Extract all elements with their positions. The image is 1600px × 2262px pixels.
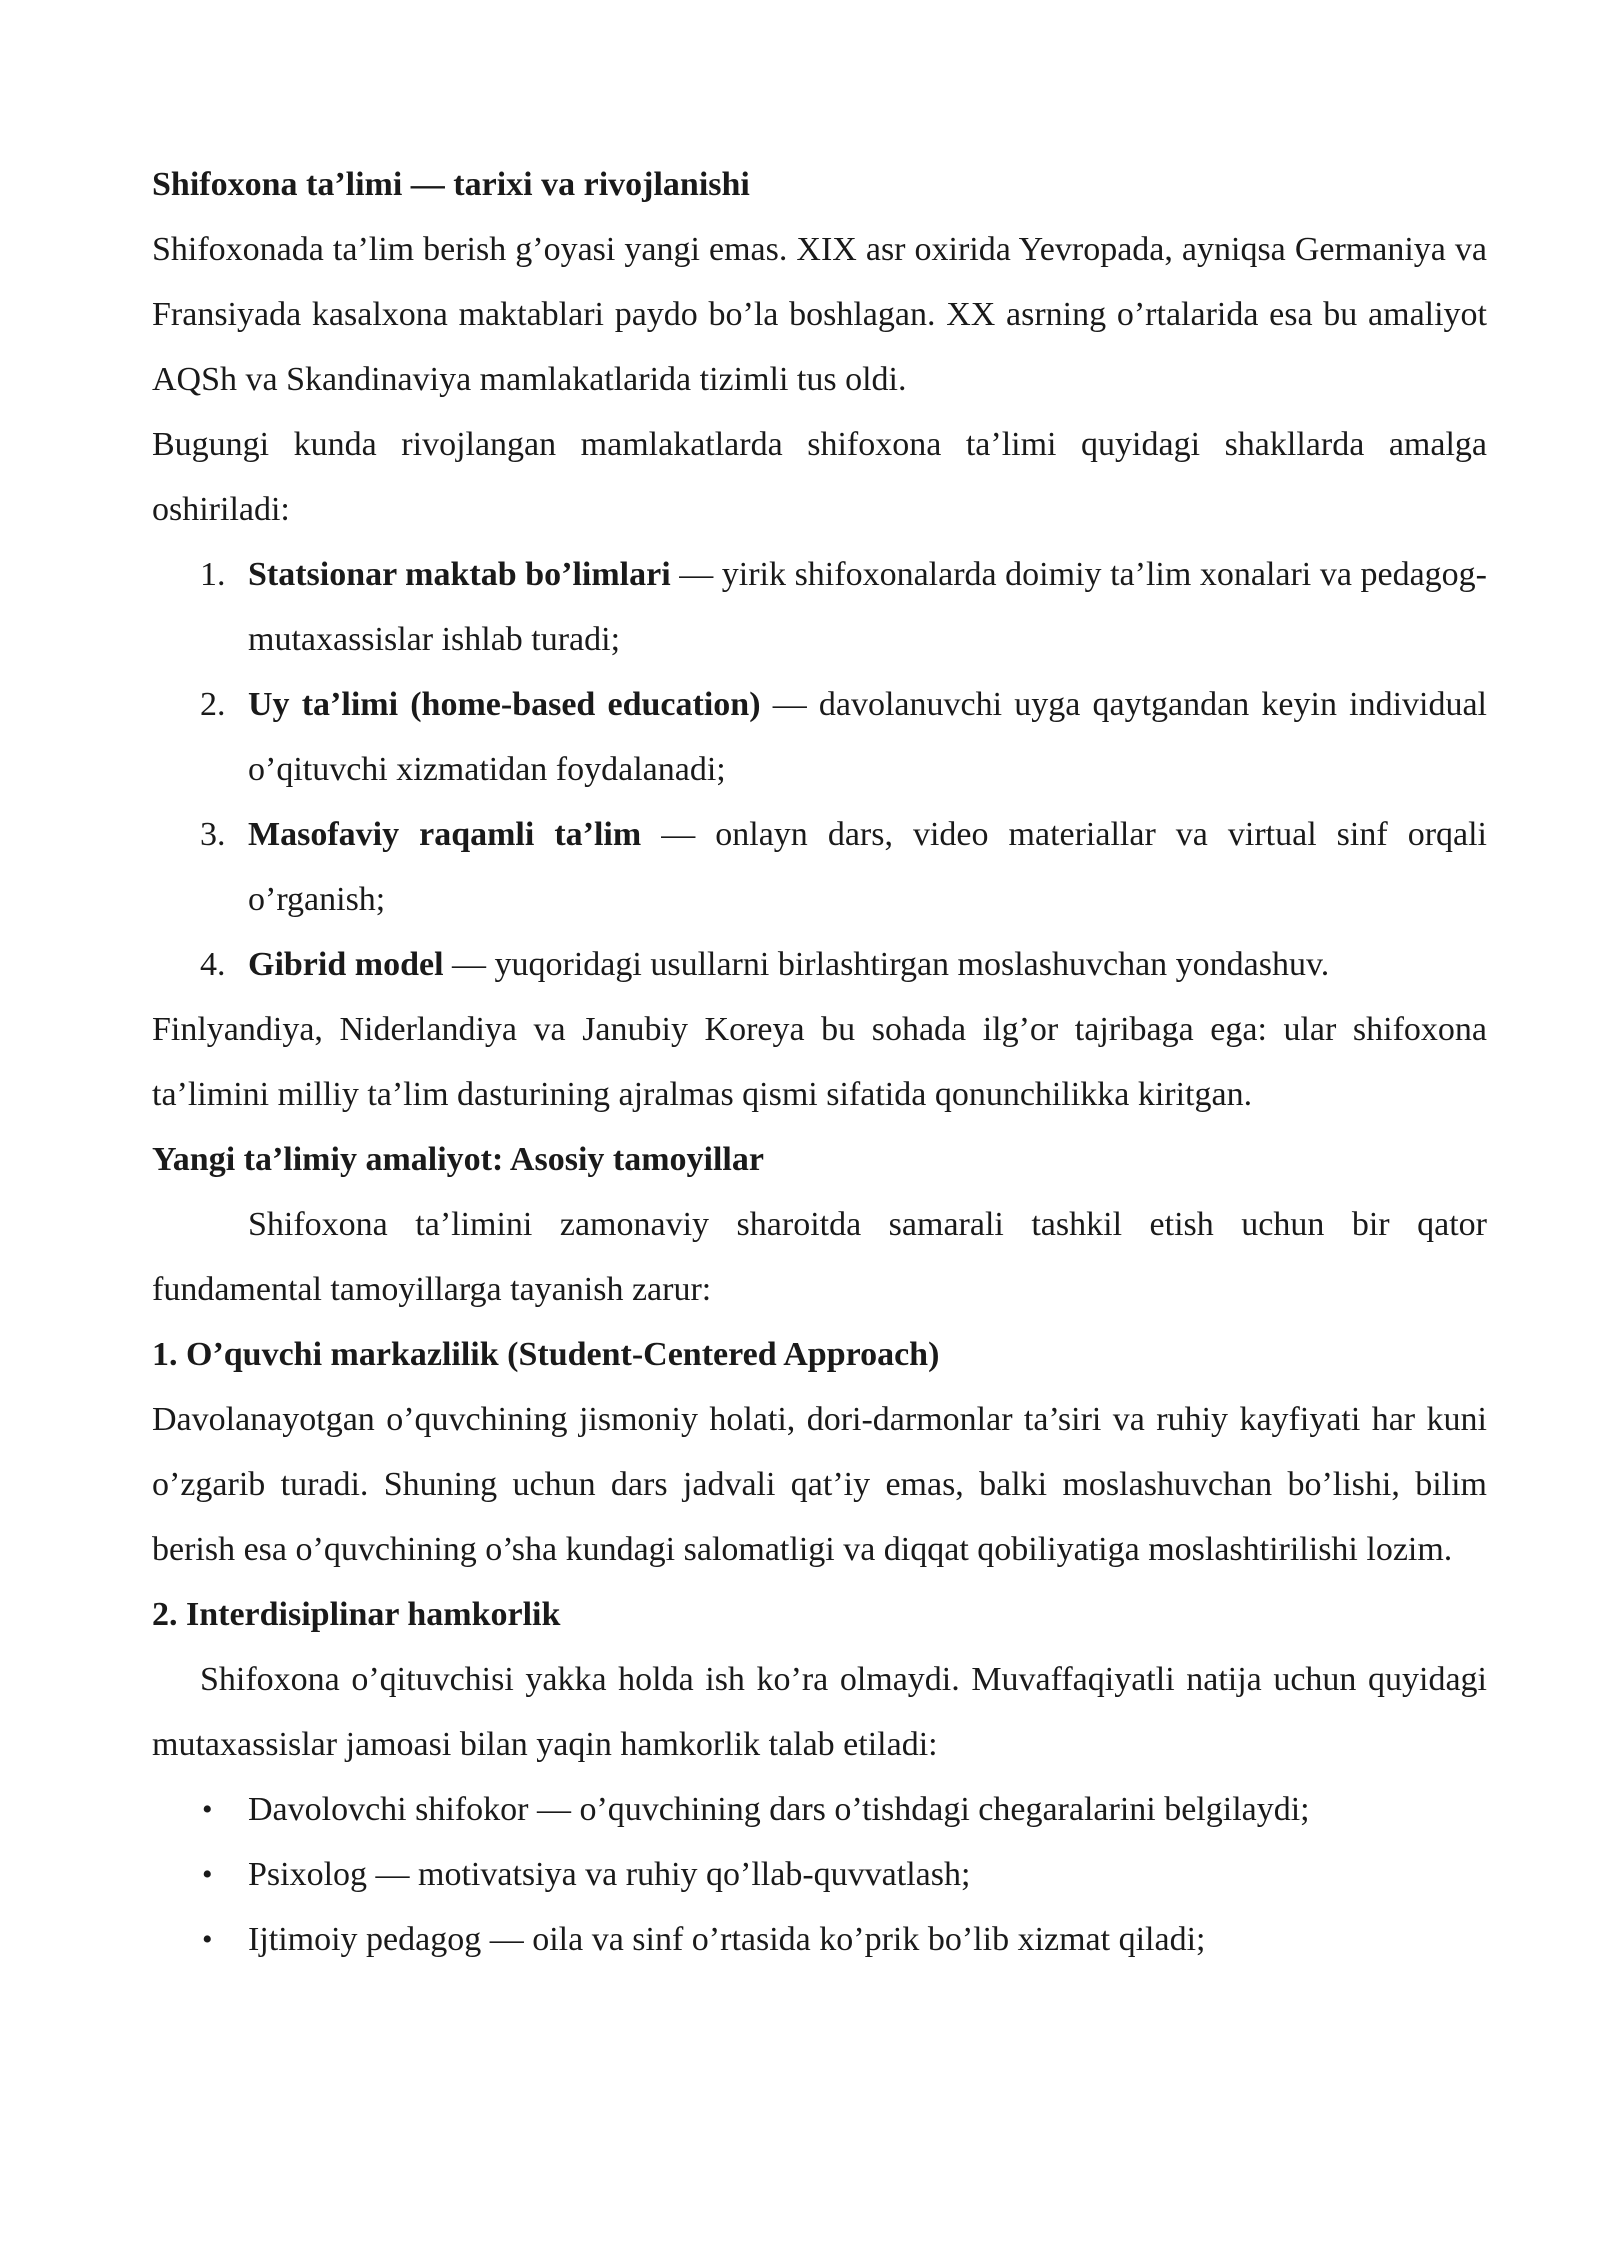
bullet-icon: • bbox=[202, 1793, 213, 1826]
principle-1-heading: 1. O’quvchi markazlilik (Student-Centered Approach) bbox=[152, 1336, 940, 1373]
list-term: Statsionar maktab bo’limlari bbox=[248, 556, 671, 593]
list-text: Ijtimoiy pedagog — oila va sinf o’rtasida ko’prik bo’lib xizmat qiladi; bbox=[248, 1921, 1206, 1958]
list-text: Davolovchi shifokor — o’quvchining dars o’tishdagi chegaralarini belgilaydi; bbox=[248, 1791, 1310, 1828]
list-item bbox=[200, 542, 1487, 672]
list-number: 2. bbox=[200, 686, 226, 723]
list-item bbox=[202, 1777, 1487, 1842]
list-number: 4. bbox=[200, 946, 226, 983]
list-text: Psixolog — motivatsiya va ruhiy qo’llab-quvvatlash; bbox=[248, 1856, 971, 1893]
list-item bbox=[200, 802, 1488, 932]
bullet-icon: • bbox=[202, 1923, 213, 1956]
list-number: 3. bbox=[200, 816, 226, 853]
list-item bbox=[200, 932, 1487, 997]
list-desc: — yirik shifoxonalarda doimiy ta’lim xonalari va pedagog-mutaxassislar ishlab turadi; bbox=[248, 556, 1487, 658]
bullet-icon: • bbox=[202, 1858, 213, 1891]
education-forms-list bbox=[152, 542, 1487, 997]
intro-paragraph-2: Bugungi kunda rivojlangan mamlakatlarda shifoxona ta’limi quyidagi shakllarda amalga oshiriladi: bbox=[152, 426, 1487, 528]
list-term: Uy ta’limi (home-based education) bbox=[248, 686, 761, 723]
principle-2-text: Shifoxona o’qituvchisi yakka holda ish ko’ra olmaydi. Muvaffaqiyatli natija uchun quyidagi mutaxassislar jamoasi bilan yaqin hamkorlik talab etiladi: bbox=[152, 1661, 1487, 1763]
list-term: Masofaviy raqamli ta’lim bbox=[248, 816, 642, 853]
list-desc: — onlayn dars, video materiallar va virtual sinf orqali o’rganish; bbox=[248, 816, 1488, 918]
principle-1-text: Davolanayotgan o’quvchining jismoniy holati, dori-darmonlar ta’siri va ruhiy kayfiyati har kuni o’zgarib turadi. Shuning uchun dars jadvali qat’iy emas, balki moslashuvchan bo’lishi, bilim berish esa o’quvchining o’sha kundagi salomatligi va diqqat qobiliyatiga moslashtirilishi lozim. bbox=[152, 1401, 1487, 1568]
list-item bbox=[202, 1842, 1487, 1907]
document-title: Shifoxona ta’limi — tarixi va rivojlanishi bbox=[152, 166, 750, 203]
specialists-list bbox=[152, 1777, 1487, 1972]
principle-2-heading: 2. Interdisiplinar hamkorlik bbox=[152, 1596, 561, 1633]
intro-paragraph-1: Shifoxonada ta’lim berish g’oyasi yangi emas. XIX asr oxirida Yevropada, ayniqsa Germaniya va Fransiyada kasalxona maktablari paydo bo’la boshlagan. XX asrning o’rtalarida esa bu amaliyot AQSh va Skandinaviya mamlakatlarida tizimli tus oldi. bbox=[152, 231, 1487, 398]
list-desc: — davolanuvchi uyga qaytgandan keyin individual o’qituvchi xizmatidan foydalanadi; bbox=[248, 686, 1487, 788]
list-desc: — yuqoridagi usullarni birlashtirgan moslashuvchan yondashuv. bbox=[443, 946, 1330, 983]
list-term: Gibrid model bbox=[248, 946, 444, 983]
section-2-title: Yangi ta’limiy amaliyot: Asosiy tamoyillar bbox=[152, 1141, 764, 1178]
list-number: 1. bbox=[200, 556, 226, 593]
countries-paragraph: Finlyandiya, Niderlandiya va Janubiy Koreya bu sohada ilg’or tajribaga ega: ular shifoxona ta’limini milliy ta’lim dasturining ajralmas qismi sifatida qonunchilikka kiritgan. bbox=[152, 1011, 1487, 1113]
list-item bbox=[200, 672, 1487, 802]
list-item bbox=[202, 1907, 1487, 1972]
section-2-intro: Shifoxona ta’limini zamonaviy sharoitda samarali tashkil etish uchun bir qator fundamental tamoyillarga tayanish zarur: bbox=[152, 1206, 1487, 1308]
